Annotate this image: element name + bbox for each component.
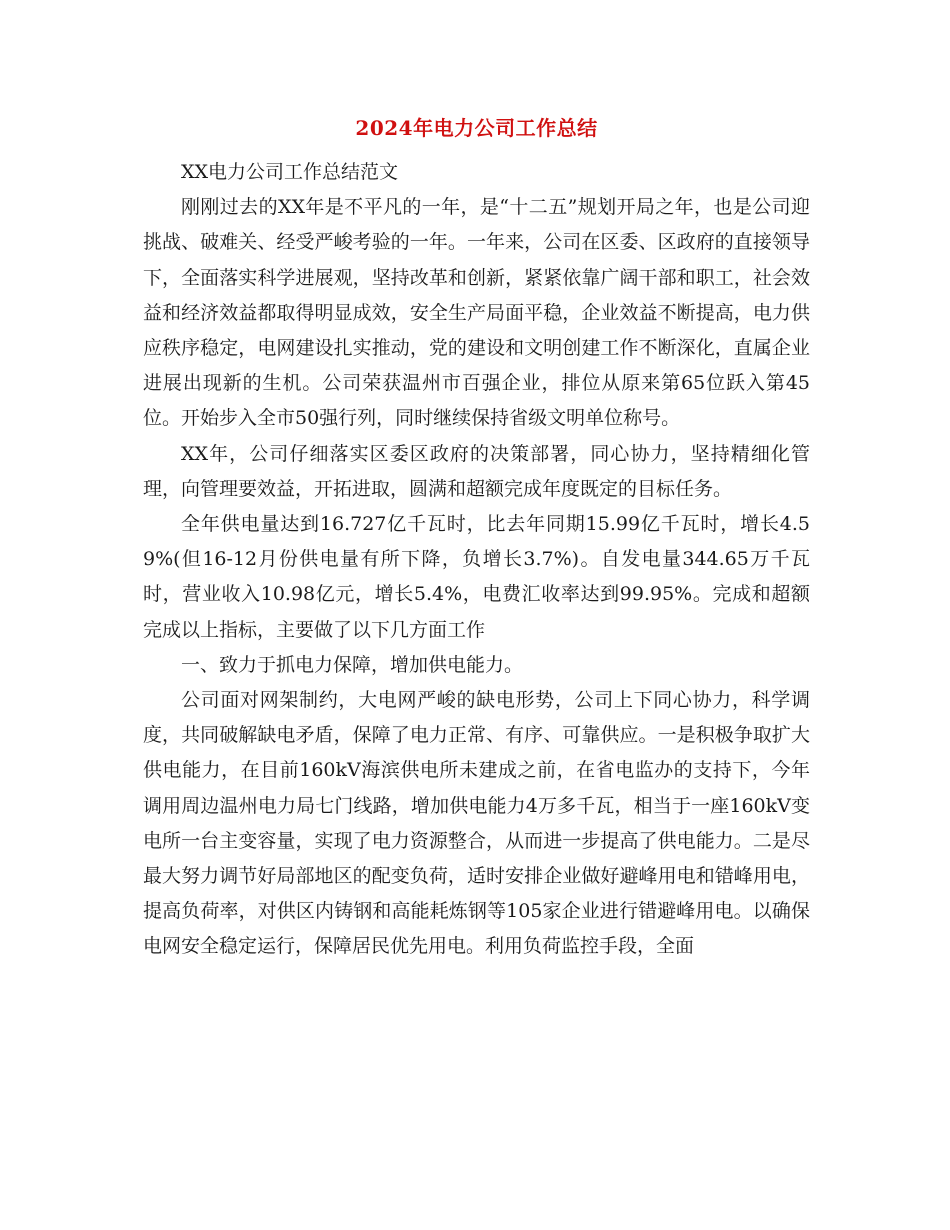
paragraph-overview: 刚刚过去的XX年是不平凡的一年，是“十二五”规划开局之年，也是公司迎挑战、破难关、经受严峻考验的一年。一年来，公司在区委、区政府的直接领导下，全面落实科学进展观，坚持改革和创新，紧紧依靠广阔干部和职工，社会效益和经济效益都取得明显成效，安全生产局面平稳，企业效益不断提高，电力供应秩序稳定，电网建设扎实推动，党的建设和文明创建工作不断深化，直属企业进展出现新的生机。公司荣获温州市百强企业，排位从原来第65位跃入第45位。开始步入全市50强行列，同时继续保持省级文明单位称号。 (143, 196, 810, 430)
paragraph-subtitle: XX电力公司工作总结范文 (181, 161, 399, 183)
paragraph-goals: XX年，公司仔细落实区委区政府的决策部署，同心协力，坚持精细化管理，向管理要效益，开拓进取，圆满和超额完成年度既定的目标任务。 (143, 442, 810, 500)
paragraph-metrics: 全年供电量达到16.727亿千瓦时，比去年同期15.99亿千瓦时，增长4.59%(但16-12月份供电量有所下降，负增长3.7%)。自发电量344.65万千瓦时，营业收入10.98亿元，增长5.4%，电费汇收率达到99.95%。完成和超额完成以上指标，主要做了以下几方面工作 (143, 513, 810, 641)
document-body (143, 155, 810, 965)
document-title: 2024年电力公司工作总结 (355, 116, 598, 140)
paragraph-power-supply: 公司面对网架制约，大电网严峻的缺电形势，公司上下同心协力，科学调度，共同破解缺电矛盾，保障了电力正常、有序、可靠供应。一是积极争取扩大供电能力，在目前160kV海滨供电所未建成之前，在省电监办的支持下，今年调用周边温州电力局七门线路，增加供电能力4万多千瓦，相当于一座160kV变电所一台主变容量，实现了电力资源整合，从而进一步提高了供电能力。二是尽最大努力调节好局部地区的配变负荷，适时安排企业做好避峰用电和错峰用电，提高负荷率，对供区内铸钢和高能耗炼钢等105家企业进行错避峰用电。以确保电网安全稳定运行，保障居民优先用电。利用负荷监控手段，全面 (143, 689, 810, 958)
section-heading-1: 一、致力于抓电力保障，增加供电能力。 (181, 653, 524, 676)
